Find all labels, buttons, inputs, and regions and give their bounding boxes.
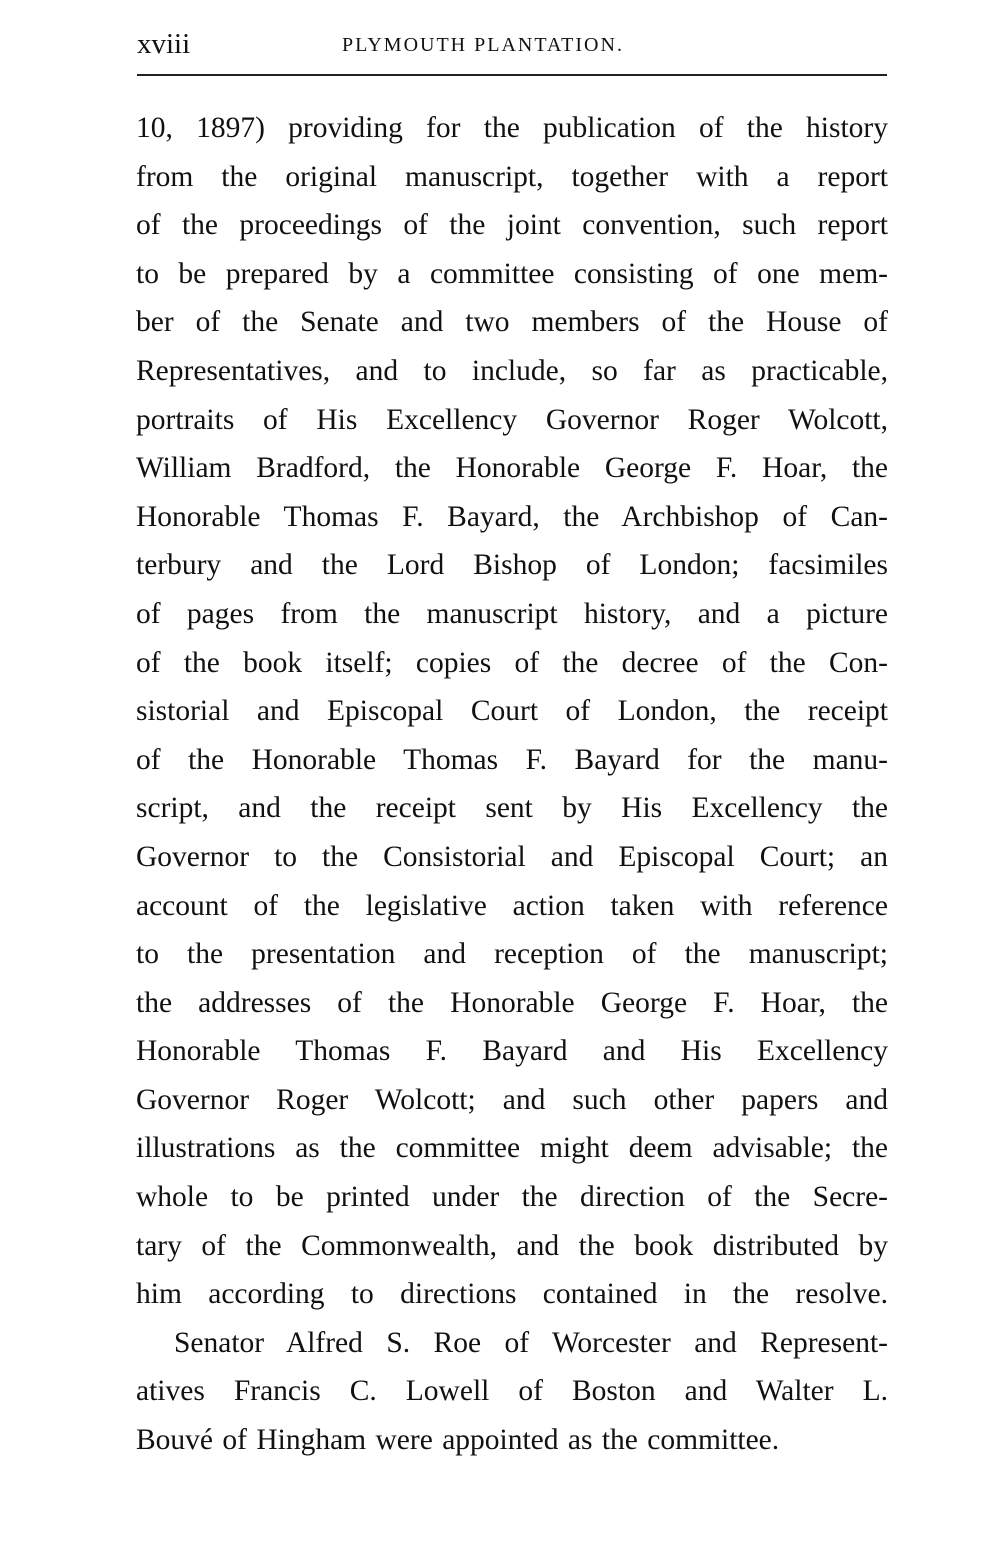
text-line: the addresses of the Honorable George F. Hoar, the xyxy=(136,986,888,1019)
text-line: tary of the Commonwealth, and the book distributed by xyxy=(136,1229,888,1262)
text-line: William Bradford, the Honorable George F. Hoar, the xyxy=(136,452,888,485)
text-line: Honorable Thomas F. Bayard, the Archbishop of Can- xyxy=(136,500,888,533)
text-line: portraits of His Excellency Governor Roger Wolcott, xyxy=(136,403,888,436)
text-line: ber of the Senate and two members of the House of xyxy=(136,306,888,339)
header-rule xyxy=(137,74,887,76)
text-line: account of the legislative action taken with reference xyxy=(136,889,888,922)
text-line: script, and the receipt sent by His Excellency the xyxy=(136,792,888,825)
text-line: Bouvé of Hingham were appointed as the committee. xyxy=(136,1424,780,1457)
text-line: Governor to the Consistorial and Episcopal Court; an xyxy=(136,840,888,873)
text-line: to the presentation and reception of the manuscript; xyxy=(136,938,888,971)
text-line: Governor Roger Wolcott; and such other papers and xyxy=(136,1083,888,1116)
text-line: whole to be printed under the direction of the Secre- xyxy=(136,1181,888,1214)
text-line: illustrations as the committee might deem advisable; the xyxy=(136,1132,888,1165)
text-line: Representatives, and to include, so far as practicable, xyxy=(136,354,888,387)
text-line: him according to directions contained in the resolve. xyxy=(136,1278,888,1311)
text-line: from the original manuscript, together with a report xyxy=(136,160,888,193)
text-line: atives Francis C. Lowell of Boston and Walter L. xyxy=(136,1375,888,1408)
page-body xyxy=(136,104,888,1465)
text-line: terbury and the Lord Bishop of London; facsimiles xyxy=(136,549,888,582)
text-line: of pages from the manuscript history, and a picture xyxy=(136,597,888,630)
page-number: xviii xyxy=(137,28,191,60)
text-line: of the book itself; copies of the decree of the Con- xyxy=(136,646,888,679)
text-line: of the proceedings of the joint convention, such report xyxy=(136,209,888,242)
running-title: PLYMOUTH PLANTATION. xyxy=(342,34,624,56)
text-line: of the Honorable Thomas F. Bayard for the manu- xyxy=(136,743,888,776)
page-header xyxy=(137,28,887,64)
text-line: to be prepared by a committee consisting of one mem- xyxy=(136,257,888,290)
text-line: sistorial and Episcopal Court of London, the receipt xyxy=(136,695,888,728)
text-line: 10, 1897) providing for the publication of the history xyxy=(136,112,888,144)
text-line: Senator Alfred S. Roe of Worcester and Represent- xyxy=(174,1326,888,1359)
text-line: Honorable Thomas F. Bayard and His Excellency xyxy=(136,1035,888,1068)
